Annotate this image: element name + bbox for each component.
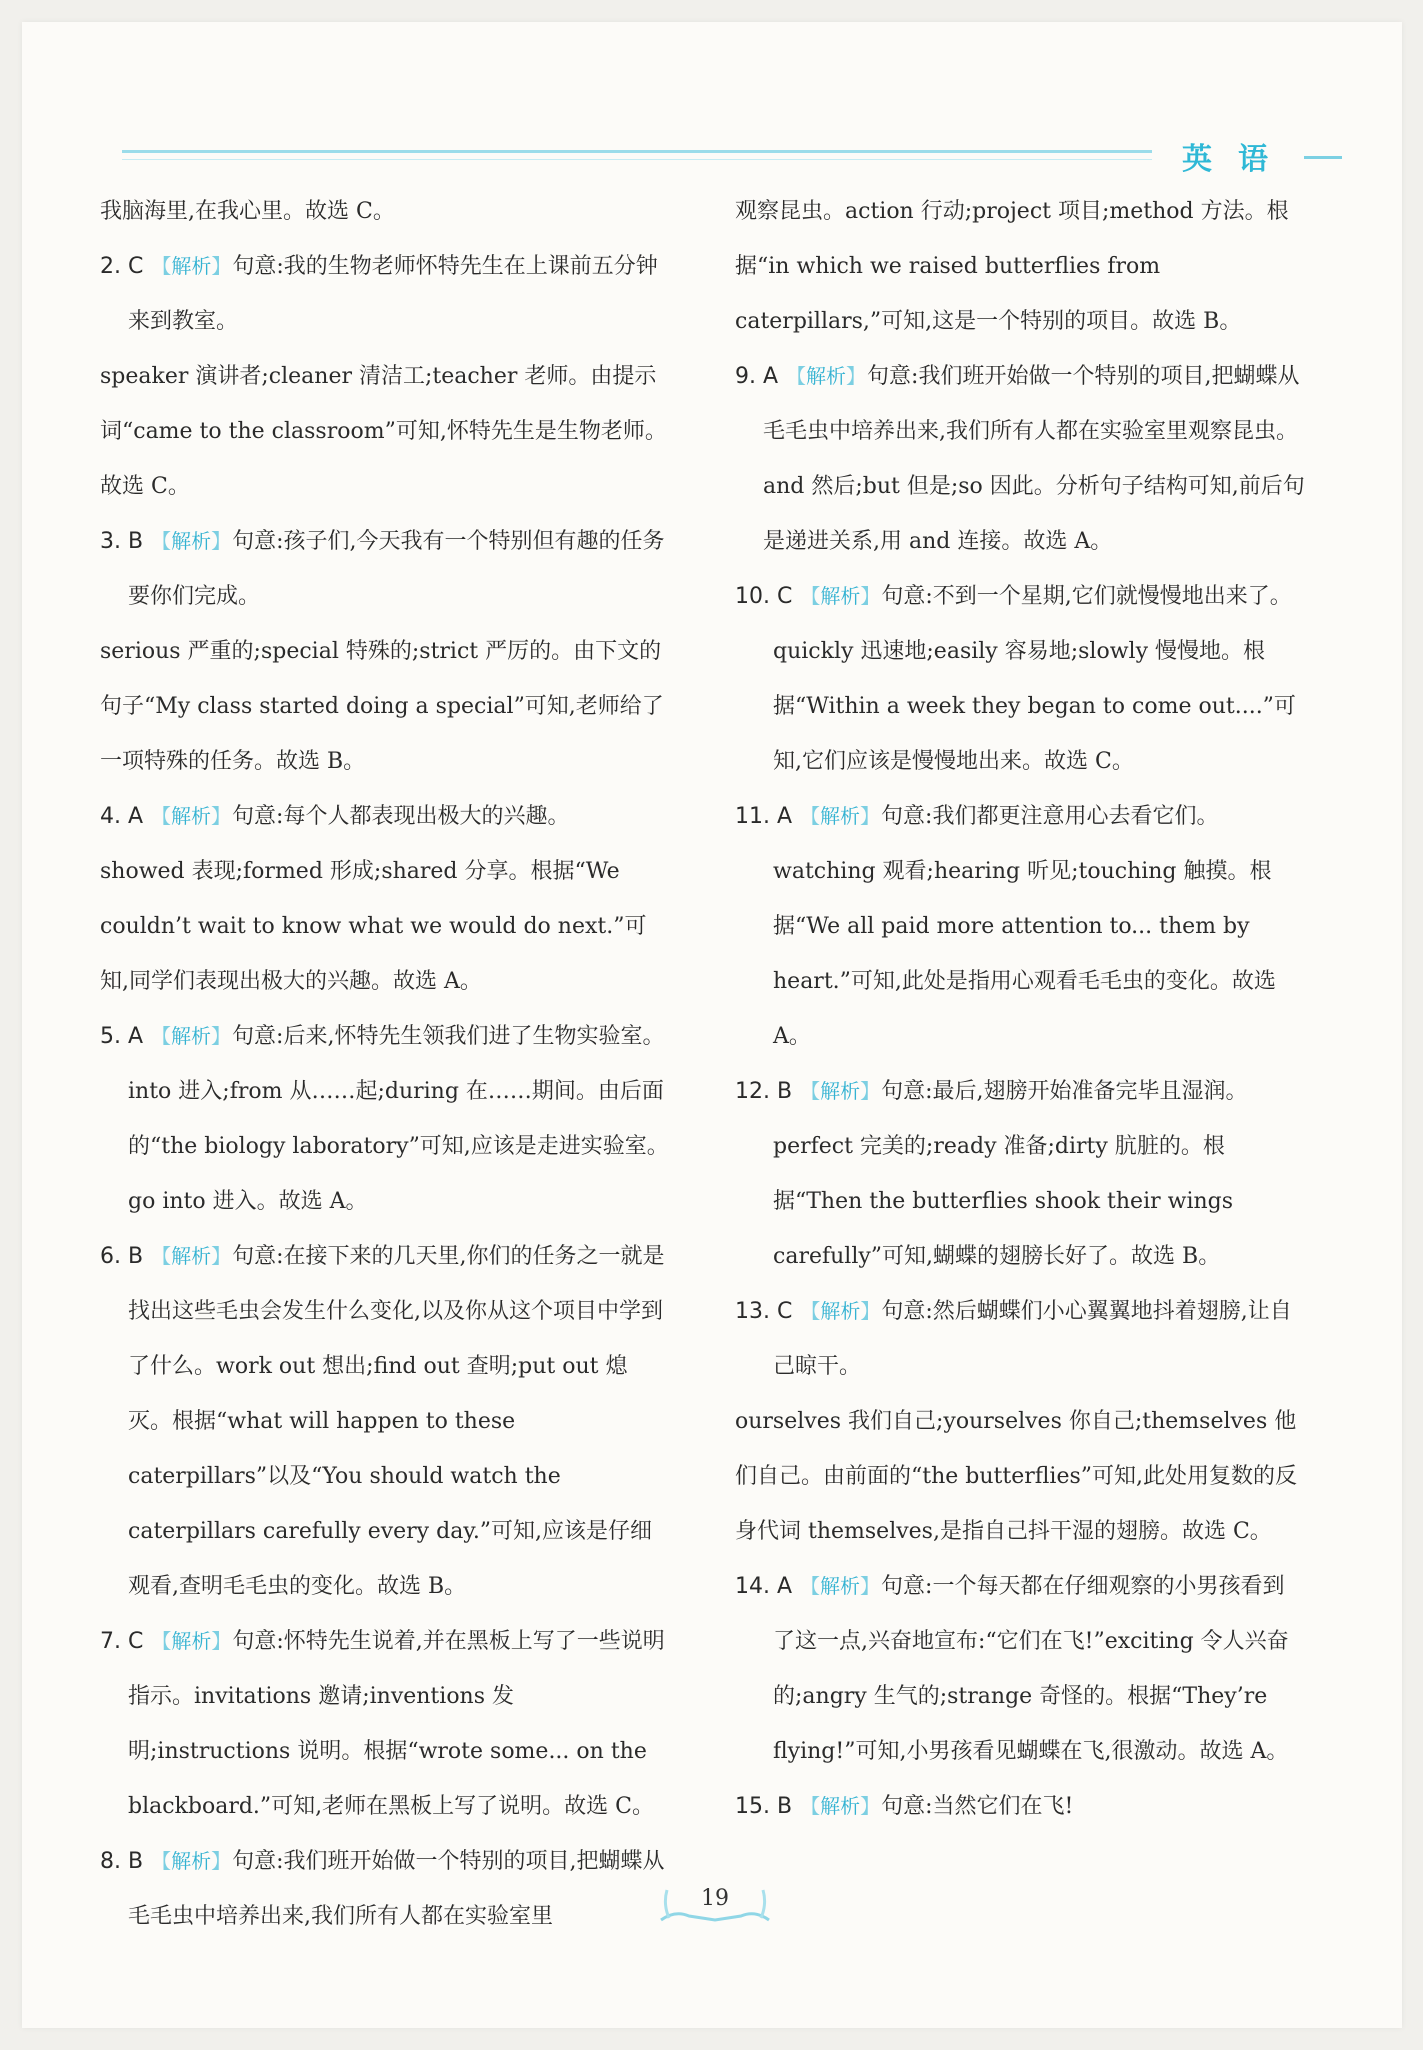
explanation-text: [100, 184, 670, 239]
explanation-text: [100, 624, 670, 789]
analysis-tag: 【解析】: [151, 804, 232, 828]
answer-number: 2. C: [100, 254, 144, 279]
page-number: 19: [701, 1886, 729, 1911]
answer-number: 4. A: [100, 804, 144, 829]
answer-item: [100, 1229, 670, 1614]
analysis-tag: 【解析】: [151, 1629, 232, 1653]
item-text: 句意:我的生物老师怀特先生在上课前五分钟来到教室。: [128, 254, 658, 334]
item-text: 句意:我们班开始做一个特别的项目,把蝴蝶从毛毛虫中培养出来,我们所有人都在实验室里: [128, 1849, 665, 1929]
analysis-tag: 【解析】: [786, 364, 867, 388]
answer-item: [735, 349, 1305, 569]
analysis-tag: 【解析】: [151, 1244, 232, 1268]
answer-number: 5. A: [100, 1024, 144, 1049]
answer-number: 8. B: [100, 1849, 144, 1874]
answer-item: [735, 789, 1305, 1064]
right-column: [735, 184, 1305, 1834]
answer-number: 14. A: [735, 1574, 793, 1599]
answer-number: 12. B: [735, 1079, 793, 1104]
analysis-tag: 【解析】: [800, 1299, 881, 1323]
item-text: 句意:每个人都表现出极大的兴趣。: [232, 804, 570, 829]
answer-item: [100, 789, 670, 844]
item-text: 句意:在接下来的几天里,你们的任务之一就是找出这些毛虫会发生什么变化,以及你从这个项目中学到了什么。work out 想出;find out 查明;put out 熄灭。根据“what will happen to these caterpillars”以及“You should watch the caterpillars carefully every day.”可知,应该是仔细观看,查明毛毛虫的变化。故选 B。: [128, 1244, 665, 1599]
item-text: 句意:怀特先生说着,并在黑板上写了一些说明指示。invitations 邀请;inventions 发明;instructions 说明。根据“wrote some... on the blackboard.”可知,老师在黑板上写了说明。故选 C。: [128, 1629, 665, 1819]
item-text: 句意:然后蝴蝶们小心翼翼地抖着翅膀,让自己晾干。: [773, 1299, 1292, 1379]
analysis-tag: 【解析】: [151, 1849, 232, 1873]
item-text: 句意:我们都更注意用心去看它们。watching 观看;hearing 听见;touching 触摸。根据“We all paid more attention to... them by heart.”可知,此处是指用心观看毛毛虫的变化。故选 A。: [773, 804, 1276, 1049]
item-text: 我脑海里,在我心里。故选 C。: [100, 199, 395, 224]
page-footer: [655, 1880, 775, 1924]
analysis-tag: 【解析】: [800, 1794, 881, 1818]
answer-item: [735, 1559, 1305, 1779]
left-column: [100, 184, 670, 1944]
item-text: showed 表现;formed 形成;shared 分享。根据“We couldn’t wait to know what we would do next.”可知,同学们表现出极大的兴趣。故选 A。: [100, 859, 647, 994]
item-text: 句意:孩子们,今天我有一个特别但有趣的任务要你们完成。: [128, 529, 665, 609]
item-text: 观察昆虫。action 行动;project 项目;method 方法。根据“in which we raised butterflies from caterpillars,”可知,这是一个特别的项目。故选 B。: [735, 199, 1289, 334]
answer-number: 10. C: [735, 584, 793, 609]
answer-number: 3. B: [100, 529, 144, 554]
analysis-tag: 【解析】: [800, 1574, 881, 1598]
header-rule: [122, 150, 1152, 153]
header-rule-right: [1304, 156, 1342, 159]
explanation-text: [100, 844, 670, 1009]
answer-item: [100, 514, 670, 624]
answer-item: [100, 1834, 670, 1944]
explanation-text: [100, 349, 670, 514]
answer-item: [100, 1009, 670, 1229]
answer-item: [735, 1779, 1305, 1834]
analysis-tag: 【解析】: [151, 1024, 232, 1048]
subject-title: 英语: [1182, 142, 1294, 177]
answer-item: [100, 239, 670, 349]
answer-number: 11. A: [735, 804, 793, 829]
answer-number: 6. B: [100, 1244, 144, 1269]
analysis-tag: 【解析】: [800, 804, 881, 828]
item-text: 句意:当然它们在飞!: [881, 1794, 1074, 1819]
item-text: 句意:我们班开始做一个特别的项目,把蝴蝶从毛毛虫中培养出来,我们所有人都在实验室里观察昆虫。and 然后;but 但是;so 因此。分析句子结构可知,前后句是递进关系,用 and 连接。故选 A。: [763, 364, 1305, 554]
item-text: 句意:一个每天都在仔细观察的小男孩看到了这一点,兴奋地宣布:“它们在飞!”exciting 令人兴奋的;angry 生气的;strange 奇怪的。根据“They’re flying!”可知,小男孩看见蝴蝶在飞,很激动。故选 A。: [773, 1574, 1289, 1764]
header-rule-thin: [122, 159, 1152, 160]
item-text: 句意:不到一个星期,它们就慢慢地出来了。quickly 迅速地;easily 容易地;slowly 慢慢地。根据“Within a week they began to come out....”可知,它们应该是慢慢地出来。故选 C。: [773, 584, 1296, 774]
explanation-text: [735, 1394, 1305, 1559]
analysis-tag: 【解析】: [800, 1079, 881, 1103]
explanation-text: [735, 184, 1305, 349]
answer-item: [735, 1064, 1305, 1284]
answer-number: 9. A: [735, 364, 779, 389]
answer-item: [735, 1284, 1305, 1394]
analysis-tag: 【解析】: [151, 529, 232, 553]
analysis-tag: 【解析】: [800, 584, 881, 608]
answer-number: 7. C: [100, 1629, 144, 1654]
answer-item: [100, 1614, 670, 1834]
item-text: 句意:最后,翅膀开始准备完毕且湿润。perfect 完美的;ready 准备;dirty 肮脏的。根据“Then the butterflies shook their wings carefully”可知,蝴蝶的翅膀长好了。故选 B。: [773, 1079, 1248, 1269]
analysis-tag: 【解析】: [151, 254, 232, 278]
answer-item: [735, 569, 1305, 789]
item-text: ourselves 我们自己;yourselves 你自己;themselves 他们自己。由前面的“the butterflies”可知,此处用复数的反身代词 themselves,是指自己抖干湿的翅膀。故选 C。: [735, 1409, 1298, 1544]
item-text: 句意:后来,怀特先生领我们进了生物实验室。into 进入;from 从……起;during 在……期间。由后面的“the biology laboratory”可知,应该是走进实验室。go into 进入。故选 A。: [128, 1024, 669, 1214]
answer-number: 15. B: [735, 1794, 793, 1819]
item-text: speaker 演讲者;cleaner 清洁工;teacher 老师。由提示词“came to the classroom”可知,怀特先生是生物老师。故选 C。: [100, 364, 667, 499]
answer-number: 13. C: [735, 1299, 793, 1324]
item-text: serious 严重的;special 特殊的;strict 严厉的。由下文的句子“My class started doing a special”可知,老师给了一项特殊的任务。故选 B。: [100, 639, 664, 774]
